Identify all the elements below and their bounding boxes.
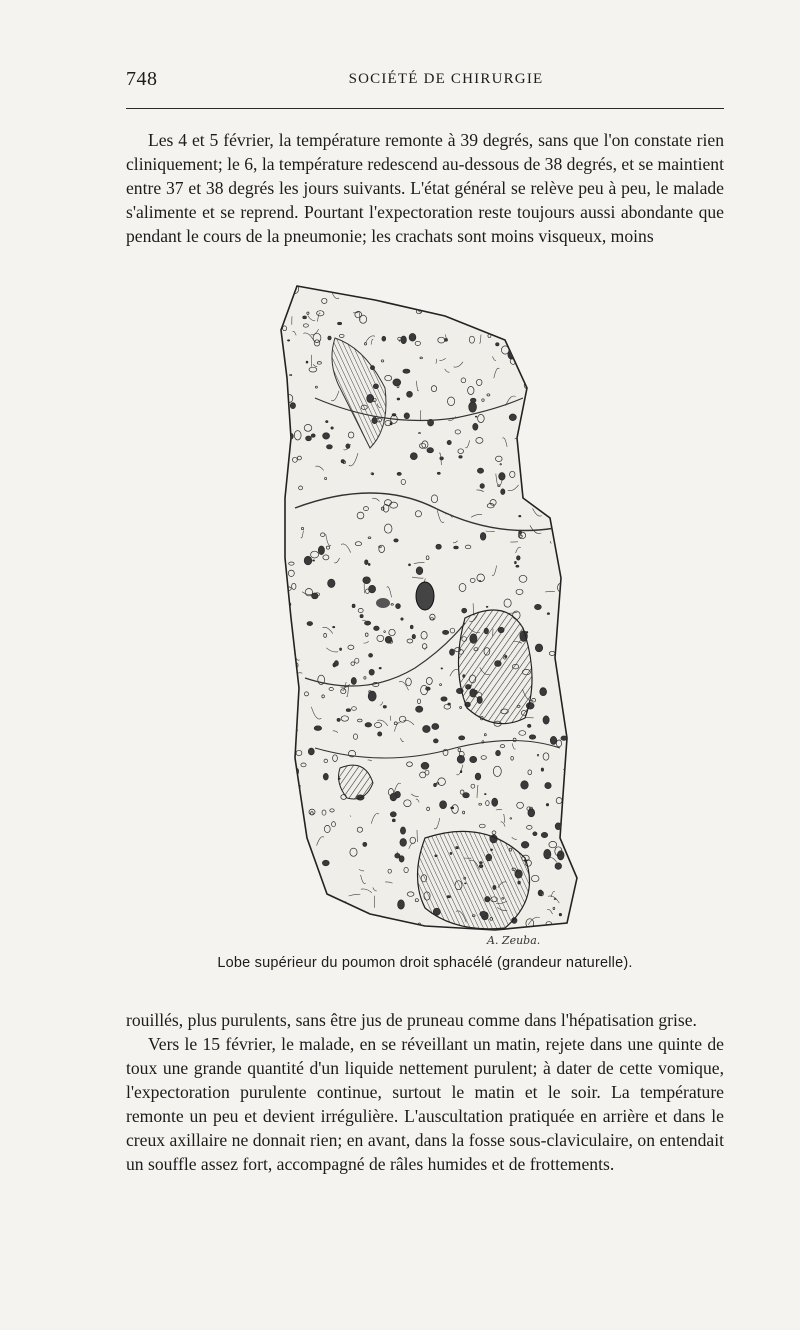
alveolus-mark — [470, 756, 477, 762]
tissue-stroke — [320, 920, 325, 926]
alveolus-mark — [285, 773, 290, 779]
alveolus-mark — [308, 748, 314, 755]
alveolus-mark — [278, 876, 281, 879]
tissue-stroke — [552, 315, 557, 326]
alveolus-mark — [288, 677, 291, 681]
alveolus-mark — [404, 413, 409, 419]
alveolus-mark — [390, 812, 396, 817]
alveolus-mark — [401, 618, 403, 620]
alveolus-mark — [450, 649, 455, 655]
alveolus-mark — [337, 718, 340, 721]
alveolus-mark — [488, 287, 492, 292]
alveolus-mark — [522, 341, 526, 345]
alveolus-mark — [551, 325, 554, 327]
alveolus-mark — [283, 643, 289, 648]
alveolus-mark — [456, 290, 459, 294]
alveolus-mark — [544, 427, 547, 430]
alveolus-mark — [529, 426, 532, 430]
alveolus-mark — [470, 398, 476, 402]
alveolus-mark — [541, 832, 547, 837]
tissue-stroke — [362, 292, 367, 294]
alveolus-mark — [361, 915, 364, 917]
alveolus-mark — [311, 434, 315, 437]
alveolus-mark — [318, 546, 324, 555]
alveolus-mark — [556, 349, 563, 355]
alveolus-mark — [496, 343, 499, 346]
alveolus-mark — [360, 615, 363, 618]
alveolus-mark — [492, 798, 498, 806]
dark-cavity — [458, 610, 532, 724]
figure-caption: Lobe supérieur du poumon droit sphacélé (grandeur naturelle). — [217, 955, 633, 971]
alveolus-mark — [394, 539, 398, 542]
alveolus-mark — [434, 783, 437, 786]
alveolus-mark — [555, 417, 562, 426]
alveolus-mark — [432, 724, 439, 730]
alveolus-mark — [527, 401, 533, 408]
alveolus-mark — [480, 533, 486, 541]
alveolus-mark — [531, 493, 536, 500]
alveolus-mark — [400, 827, 405, 834]
alveolus-mark — [522, 462, 526, 464]
alveolus-mark — [369, 654, 373, 658]
alveolus-mark — [441, 668, 443, 669]
paragraph: rouillés, plus purulents, sans être jus de pruneau comme dans l'hépatisation grise. — [126, 1010, 697, 1030]
alveolus-mark — [528, 349, 533, 354]
alveolus-mark — [436, 544, 441, 549]
alveolus-mark — [277, 672, 283, 680]
alveolus-mark — [412, 634, 415, 638]
alveolus-mark — [463, 793, 470, 798]
alveolus-mark — [426, 687, 431, 690]
alveolus-mark — [545, 407, 552, 414]
alveolus-mark — [378, 732, 382, 736]
alveolus-mark — [499, 473, 505, 481]
alveolus-mark — [304, 919, 311, 926]
alveolus-mark — [543, 716, 549, 724]
tissue-stroke — [414, 295, 425, 298]
alveolus-mark — [546, 288, 548, 290]
alveolus-mark — [393, 379, 401, 386]
alveolus-mark — [326, 421, 328, 423]
tissue-stroke — [484, 311, 493, 314]
alveolus-mark — [461, 309, 465, 312]
alveolus-mark — [416, 706, 423, 712]
alveolus-mark — [409, 334, 416, 342]
alveolus-mark — [541, 443, 546, 446]
tissue-stroke — [298, 907, 305, 916]
tissue-stroke — [545, 322, 551, 323]
alveolus-mark — [561, 345, 563, 347]
alveolus-mark — [328, 336, 331, 340]
alveolus-mark — [564, 565, 569, 571]
alveolus-mark — [279, 681, 282, 685]
tissue-stroke — [550, 317, 555, 319]
alveolus-mark — [541, 768, 543, 771]
alveolus-mark — [454, 546, 459, 549]
alveolus-mark — [340, 648, 342, 650]
alveolus-mark — [287, 668, 290, 670]
alveolus-mark — [391, 294, 395, 298]
alveolus-mark — [399, 856, 404, 862]
running-title: SOCIÉTÉ DE CHIRURGIE — [348, 71, 544, 87]
tissue-stroke — [292, 652, 293, 654]
alveolus-mark — [313, 560, 315, 561]
alveolus-mark — [558, 647, 564, 652]
alveolus-mark — [280, 403, 284, 407]
alveolus-mark — [557, 851, 564, 860]
alveolus-mark — [396, 604, 401, 609]
alveolus-mark — [304, 556, 312, 565]
alveolus-mark — [547, 613, 549, 615]
alveolus-mark — [480, 484, 484, 489]
alveolus-mark — [409, 564, 411, 566]
alveolus-mark — [338, 322, 342, 325]
alveolus-mark — [496, 750, 501, 755]
alveolus-mark — [532, 375, 537, 381]
alveolus-mark — [516, 319, 520, 324]
tissue-stroke — [538, 502, 548, 503]
alveolus-mark — [293, 727, 297, 732]
alveolus-mark — [352, 604, 355, 608]
alveolus-mark — [382, 336, 386, 341]
header-rule — [126, 108, 724, 109]
alveolus-mark — [379, 667, 381, 669]
alveolus-mark — [390, 793, 397, 801]
alveolus-mark — [523, 307, 530, 316]
alveolus-mark — [528, 724, 531, 727]
alveolus-mark — [278, 472, 282, 475]
alveolus-mark — [306, 361, 308, 363]
alveolus-mark — [563, 501, 566, 504]
alveolus-mark — [530, 458, 536, 464]
alveolus-mark — [448, 703, 451, 705]
alveolus-mark — [397, 398, 400, 400]
alveolus-mark — [288, 340, 290, 341]
alveolus-mark — [569, 923, 572, 926]
alveolus-mark — [447, 440, 451, 444]
alveolus-mark — [314, 726, 321, 731]
alveolus-mark — [369, 585, 376, 593]
cavity-opening — [376, 598, 390, 608]
alveolus-mark — [374, 626, 380, 630]
alveolus-mark — [397, 472, 401, 475]
alveolus-mark — [305, 855, 308, 859]
alveolus-mark — [278, 636, 283, 639]
alveolus-mark — [544, 300, 551, 307]
alveolus-mark — [535, 644, 542, 652]
alveolus-mark — [368, 563, 370, 565]
alveolus-mark — [533, 832, 537, 836]
alveolus-mark — [495, 321, 497, 322]
alveolus-mark — [440, 801, 447, 809]
alveolus-mark — [538, 339, 543, 344]
alveolus-mark — [346, 709, 350, 712]
alveolus-mark — [516, 565, 519, 567]
artist-signature: A. Zeuba. — [487, 934, 541, 947]
alveolus-mark — [564, 805, 567, 809]
alveolus-mark — [278, 902, 285, 910]
page-number: 748 — [126, 68, 158, 90]
alveolus-mark — [349, 917, 357, 924]
alveolus-mark — [363, 924, 365, 925]
tissue-stroke — [543, 292, 549, 300]
alveolus-mark — [440, 457, 444, 460]
alveolus-mark — [517, 556, 521, 560]
alveolus-mark — [509, 414, 516, 421]
alveolus-mark — [563, 591, 566, 594]
alveolus-mark — [365, 723, 372, 727]
alveolus-mark — [363, 842, 367, 846]
alveolus-mark — [519, 531, 522, 534]
alveolus-mark — [341, 460, 344, 463]
alveolus-mark — [363, 577, 371, 584]
alveolus-mark — [369, 669, 374, 675]
alveolus-mark — [306, 436, 312, 441]
lung-illustration — [255, 278, 585, 948]
alveolus-mark — [523, 414, 529, 421]
tissue-stroke — [534, 317, 537, 321]
alveolus-mark — [437, 472, 440, 474]
alveolus-mark — [328, 579, 335, 587]
alveolus-mark — [566, 427, 571, 433]
alveolus-mark — [529, 735, 535, 739]
paragraph: Les 4 et 5 février, la température remonte à 39 degrés, sans que l'on constate rien cliniquement; le 6, la température redescend au-dessous de 38 degrés, et se maintient entre 37 et 38 degrés les jours suivants. L'état général se relève peu à peu, le malade s'alimente et se reprend. Pourtant l'expectoration reste toujours aussi abondante que pendant le cours de la pneumonie; les crachats sont moins visqueux, moins — [126, 130, 724, 246]
tissue-stroke — [394, 296, 400, 303]
alveolus-mark — [365, 621, 371, 625]
tissue-stroke — [517, 350, 525, 352]
page-header — [126, 68, 726, 96]
alveolus-mark — [365, 560, 368, 565]
alveolus-mark — [475, 773, 481, 780]
alveolus-mark — [400, 839, 407, 847]
alveolus-mark — [545, 783, 551, 789]
alveolus-mark — [281, 683, 286, 689]
alveolus-mark — [475, 416, 477, 417]
alveolus-mark — [421, 762, 429, 769]
alveolus-mark — [493, 299, 497, 303]
paragraph: Vers le 15 février, le malade, en se réveillant un matin, rejete dans une quinte de toux une grande quantité d'un liquide nettement purulent; à dater de cette vomique, l'expectoration purulente continue, surtout le matin et le soir. La température remonte un peu et devient irrégulière. L'auscultation pratiquée en arrière et dans le creux axillaire ne donnait rien; en avant, dans la fosse sous-claviculaire, on entendait un souffle assez fort, accompagné de râles humides et de frottements. — [126, 1034, 724, 1174]
alveolus-mark — [555, 863, 562, 870]
alveolus-mark — [392, 819, 395, 822]
alveolus-mark — [383, 706, 386, 709]
tissue-stroke — [556, 395, 558, 403]
alveolus-mark — [287, 825, 289, 827]
alveolus-mark — [477, 468, 483, 473]
alveolus-mark — [283, 654, 290, 661]
alveolus-mark — [422, 291, 429, 296]
bottom-text-block — [126, 1008, 724, 1176]
alveolus-mark — [303, 316, 307, 319]
alveolus-mark — [526, 408, 532, 412]
top-text-block — [126, 128, 724, 248]
alveolus-mark — [331, 427, 333, 429]
alveolus-mark — [528, 377, 534, 382]
alveolus-mark — [473, 423, 478, 430]
alveolus-mark — [327, 445, 333, 449]
alveolus-mark — [401, 336, 407, 344]
alveolus-mark — [279, 672, 287, 678]
alveolus-mark — [485, 794, 487, 795]
alveolus-mark — [443, 630, 449, 634]
cavity-opening — [416, 582, 434, 610]
alveolus-mark — [521, 781, 529, 789]
alveolus-mark — [433, 739, 438, 743]
alveolus-mark — [366, 914, 374, 923]
alveolus-mark — [398, 900, 405, 909]
alveolus-mark — [519, 515, 521, 517]
alveolus-mark — [542, 289, 549, 295]
alveolus-mark — [290, 403, 295, 409]
alveolus-mark — [459, 736, 465, 740]
tissue-stroke — [532, 347, 543, 357]
alveolus-mark — [279, 291, 283, 294]
alveolus-mark — [486, 606, 488, 607]
alveolus-mark — [323, 433, 330, 439]
alveolus-mark — [543, 373, 547, 375]
alveolus-mark — [550, 736, 556, 744]
alveolus-mark — [559, 384, 564, 389]
alveolus-mark — [502, 309, 504, 311]
alveolus-mark — [407, 391, 413, 397]
tissue-stroke — [283, 818, 286, 825]
tissue-stroke — [554, 410, 556, 423]
alveolus-mark — [515, 561, 517, 563]
alveolus-mark — [423, 726, 431, 733]
alveolus-mark — [399, 293, 401, 295]
alveolus-mark — [427, 448, 434, 453]
alveolus-mark — [459, 456, 462, 459]
alveolus-mark — [469, 402, 477, 412]
alveolus-mark — [388, 920, 393, 925]
alveolus-mark — [307, 622, 313, 626]
alveolus-mark — [540, 688, 547, 696]
alveolus-mark — [334, 661, 338, 666]
alveolus-mark — [501, 489, 505, 495]
alveolus-mark — [416, 567, 423, 575]
tissue-stroke — [459, 310, 469, 318]
alveolus-mark — [321, 923, 327, 928]
alveolus-mark — [286, 639, 294, 644]
alveolus-mark — [284, 429, 289, 435]
alveolus-mark — [537, 362, 542, 365]
alveolus-mark — [536, 427, 542, 435]
alveolus-mark — [561, 736, 567, 740]
alveolus-mark — [546, 804, 548, 806]
alveolus-mark — [289, 712, 291, 714]
alveolus-mark — [557, 519, 560, 522]
alveolus-mark — [535, 604, 542, 609]
alveolus-mark — [322, 860, 329, 866]
alveolus-mark — [462, 608, 467, 613]
alveolus-mark — [410, 625, 413, 629]
lung-engraving — [255, 278, 585, 948]
alveolus-mark — [351, 678, 356, 685]
alveolus-mark — [410, 453, 417, 460]
alveolus-mark — [521, 842, 529, 849]
alveolus-mark — [559, 913, 561, 916]
alveolus-mark — [441, 697, 447, 701]
alveolus-mark — [545, 420, 548, 424]
alveolus-mark — [282, 922, 285, 925]
alveolus-mark — [403, 369, 410, 373]
alveolus-mark — [512, 285, 518, 291]
alveolus-mark — [529, 442, 531, 445]
alveolus-mark — [333, 626, 335, 627]
alveolus-mark — [323, 773, 328, 780]
tissue-stroke — [458, 295, 470, 302]
tissue-stroke — [512, 299, 522, 300]
alveolus-mark — [555, 823, 561, 830]
alveolus-mark — [543, 414, 549, 418]
alveolus-mark — [290, 815, 298, 823]
